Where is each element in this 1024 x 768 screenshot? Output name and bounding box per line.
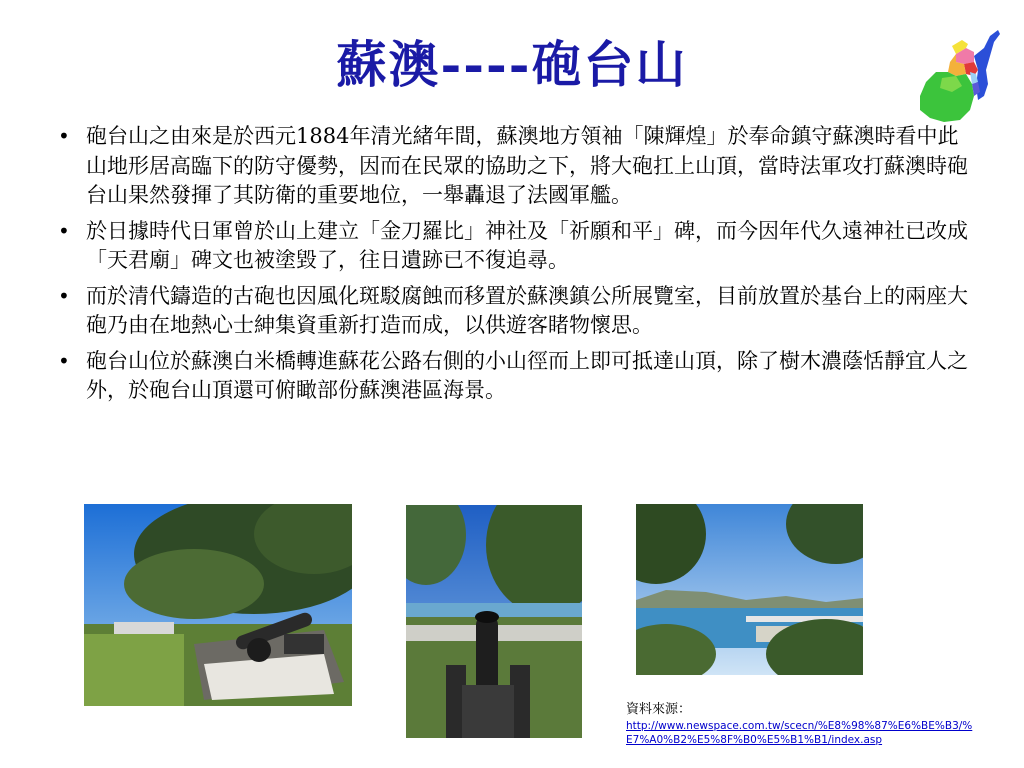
bullet-icon: • bbox=[58, 124, 70, 148]
bullet-list bbox=[54, 122, 970, 412]
cannon-barrel-closeup-photo bbox=[406, 505, 582, 738]
bullet-icon: • bbox=[58, 348, 70, 373]
list-item bbox=[54, 217, 970, 276]
slide-title: 蘇澳----砲台山 bbox=[336, 35, 688, 94]
source-label: 資料來源： bbox=[626, 702, 692, 717]
bullet-text: 於日據時代日軍曾於山上建立「金刀羅比」神社及「祈願和平」碑，而今因年代久遠神社已改成「天君廟」碑文也被塗毀了，往日遺跡已不復追尋。 bbox=[86, 218, 968, 272]
list-item bbox=[54, 347, 970, 406]
bullet-text: 而於清代鑄造的古砲也因風化斑駁腐蝕而移置於蘇澳鎮公所展覽室，目前放置於基台上的兩座大砲乃由在地熱心士紳集資重新打造而成，以供遊客睹物懷思。 bbox=[86, 283, 968, 337]
list-item bbox=[54, 122, 970, 211]
yilan-county-map-icon bbox=[912, 26, 1002, 126]
bullet-icon: • bbox=[58, 218, 70, 243]
harbor-view-photo bbox=[636, 504, 863, 675]
list-item bbox=[54, 282, 970, 341]
bullet-icon: • bbox=[58, 283, 70, 308]
source-link[interactable]: http://www.newspace.com.tw/scecn/%E8%98%87%E6%BE%B3/%E7%A0%B2%E5%8F%B0%E5%B1%B1/index.asp bbox=[626, 720, 973, 746]
bullet-text: 砲台山之由來是於西元1884年清光緒年間，蘇澳地方領袖「陳輝煌」於奉命鎮守蘇澳時看中此山地形居高臨下的防守優勢，因而在民眾的協助之下，將大砲扛上山頂，當時法軍攻打蘇澳時砲台山果然發揮了其防衛的重要地位，一舉轟退了法國軍艦。 bbox=[86, 124, 968, 207]
source-citation bbox=[626, 701, 986, 747]
cannon-on-platform-photo bbox=[84, 504, 352, 706]
bullet-text: 砲台山位於蘇澳白米橋轉進蘇花公路右側的小山徑而上即可抵達山頂，除了樹木濃蔭恬靜宜人之外，於砲台山頂還可俯瞰部份蘇澳港區海景。 bbox=[86, 348, 968, 402]
